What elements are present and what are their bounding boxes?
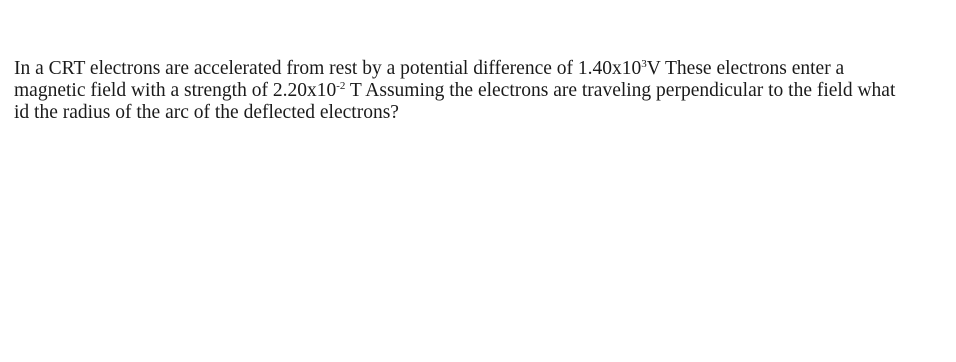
exponent-voltage: 3	[641, 58, 647, 70]
question-line-2-text: magnetic field with a strength of 2.20x10	[14, 80, 337, 101]
question-text	[14, 58, 949, 124]
exponent-field: -2	[336, 80, 346, 92]
question-line-2-tail: T Assuming the electrons are traveling perpendicular to the field what	[345, 80, 896, 101]
question-line-2	[14, 80, 949, 102]
question-line-1	[14, 58, 949, 80]
question-line-1-text: In a CRT electrons are accelerated from rest by a potential difference of 1.40x10	[14, 58, 642, 79]
question-line-1-tail: V These electrons enter a	[646, 58, 845, 79]
question-line-3: id the radius of the arc of the deflected electrons?	[14, 102, 399, 123]
